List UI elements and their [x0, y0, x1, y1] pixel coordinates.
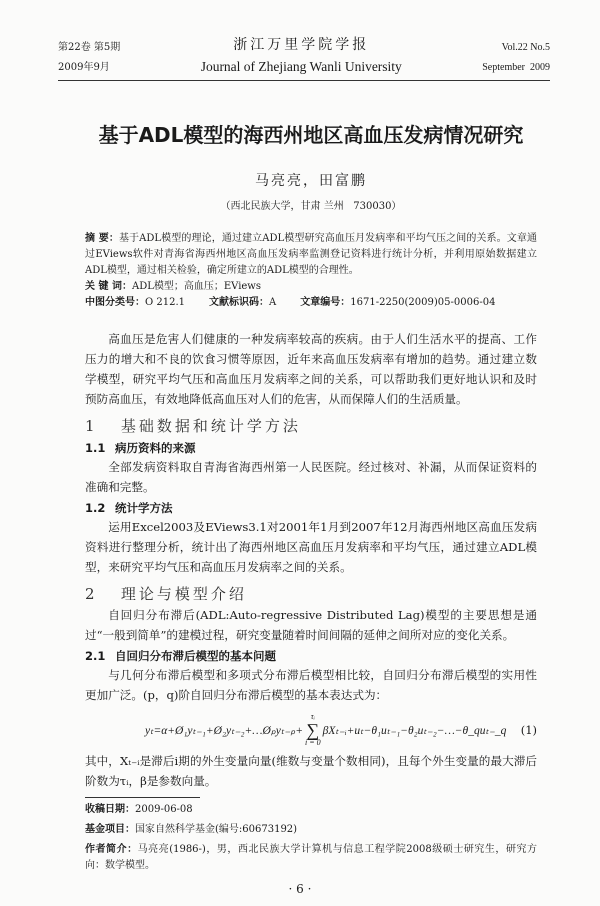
fund-value: 国家自然科学基金(编号:60673192) — [135, 824, 298, 835]
classification-row — [85, 295, 537, 311]
subsection-1-1-heading — [85, 439, 537, 457]
subsection-2-1-text: 与几何分布滞后模型和多项式分布滞后模型相比较，自回归分布滞后模型的实用性更加广泛。(p，q)阶自回归分布滞后模型的基本表达式为： — [85, 668, 537, 702]
sum-upper-limit: τᵢ — [310, 712, 315, 721]
volume-issue-en: Vol.22 No.5 — [501, 42, 550, 53]
keywords-label: 关 键 词： — [85, 281, 132, 292]
article-no-label: 文章编号： — [300, 297, 351, 308]
author-bio — [85, 842, 537, 874]
author-bio-value: 马亮亮(1986-)，男，西北民族大学计算机与信息工程学院2008级硕士研究生，研究方向：数学模型。 — [85, 844, 537, 871]
doc-code-label: 文献标识码： — [209, 297, 270, 308]
subsection-number: 2.1 — [85, 649, 106, 663]
section-title: 理论与模型介绍 — [120, 585, 247, 603]
received-label: 收稿日期： — [85, 804, 135, 815]
affiliation: （西北民族大学，甘肃 兰州 730030） — [220, 201, 402, 212]
section-title: 基础数据和统计学方法 — [120, 417, 301, 435]
section-2-text: 自回归分布滞后(ADL:Auto-regressive Distributed Lag)模型的主要思想是通过“一般到简单”的建模过程，研究变量随着时间间隔的延伸之间所对应的变化关系。 — [85, 608, 537, 642]
summation-symbol — [305, 713, 321, 747]
keywords-text: ADL模型；高血压；EViews — [131, 281, 262, 292]
clc-value: O 212.1 — [145, 297, 186, 308]
equation-right: βXₜ₋ᵢ+uₜ−θ₁uₜ₋₁−θ₂uₜ₋₂−…−θ_quₜ₋_q — [322, 725, 507, 737]
article-no-value: 1671-2250(2009)05-0006-04 — [350, 297, 496, 308]
section-number: 1 — [85, 417, 98, 435]
fund-project — [85, 822, 537, 838]
author-bio-label: 作者简介： — [85, 844, 138, 855]
clc-label: 中图分类号： — [85, 297, 145, 308]
equation-number: (1) — [520, 723, 537, 737]
abstract — [85, 231, 537, 279]
subsection-1-2-heading — [85, 499, 537, 517]
keywords — [85, 279, 537, 295]
footnotes — [85, 802, 537, 874]
subsection-2-1-heading — [85, 647, 537, 665]
received-date — [85, 802, 537, 818]
footnote-rule — [85, 797, 200, 798]
equation-explanation: 其中，Xₜ₋ᵢ是滞后i期的外生变量向量(维数与变量个数相同)，且每个外生变量的最大滞后阶数为τᵢ，β是参数向量。 — [85, 754, 537, 788]
clc-number — [85, 295, 185, 311]
equation-1-row — [85, 713, 537, 747]
equation-1 — [85, 713, 506, 747]
section-1-heading — [85, 415, 537, 437]
volume-issue-cn: 第22卷 第5期 — [58, 42, 121, 53]
equation-left: yₜ=α+Ø₁yₜ₋₁+Ø₂yₜ₋₂+…Øₚyₜ₋ₚ+ — [145, 725, 304, 737]
abstract-label: 摘 要： — [85, 233, 119, 244]
date-en: September 2009 — [482, 62, 550, 73]
subsection-title: 病历资料的来源 — [115, 441, 196, 455]
date-cn: 2009年9月 — [58, 62, 110, 73]
journal-name-en: Journal of Zhejiang Wanli University — [200, 59, 402, 74]
article-number — [300, 295, 495, 311]
journal-name-cn: 浙江万里学院学报 — [233, 37, 370, 53]
subsection-title: 统计学方法 — [115, 501, 173, 515]
paper-title: 基于ADL模型的海西州地区高血压发病情况研究 — [98, 123, 524, 147]
sigma-icon: ∑ — [306, 720, 320, 740]
journal-header — [58, 36, 550, 81]
subsection-number: 1.2 — [85, 501, 106, 515]
section-number: 2 — [85, 585, 98, 603]
subsection-title: 自回归分布滞后模型的基本问题 — [115, 649, 276, 663]
section-2-heading — [85, 583, 537, 605]
intro-paragraph: 高血压是危害人们健康的一种发病率较高的疾病。由于人们生活水平的提高、工作压力的增大和不良的饮食习惯等原因，近年来高血压发病率有增加的趋势。通过建立数学模型，研究平均气压和高血压月发病率之间的关系，可以帮助我们更好地认识和及时预防高血压，有效地降低高血压对人们的危害，从而保障人们的生活质量。 — [85, 332, 537, 406]
subsection-number: 1.1 — [85, 441, 106, 455]
subsection-1-2-text: 运用Excel2003及EViews3.1对2001年1月到2007年12月海西州地区高血压发病资料进行整理分析，统计出了海西州地区高血压月发病率和平均气压，通过建立ADL模型，来研究平均气压和高血压月发病率之间的关系。 — [85, 520, 537, 574]
authors: 马亮亮，田富鹏 — [255, 173, 367, 189]
received-value: 2009-06-08 — [135, 804, 193, 815]
fund-label: 基金项目： — [85, 824, 135, 835]
abstract-text: 基于ADL模型的理论，通过建立ADL模型研究高血压月发病率和平均气压之间的关系。文章通过EViews软件对青海省海西州地区高血压发病率监测登记资料进行统计分析，并利用原始数据建立ADL模型，通过相关检验，确定所建立的ADL模型的合理性。 — [85, 233, 537, 276]
subsection-1-1-text: 全部发病资料取自青海省海西州第一人民医院。经过核对、补漏，从而保证资料的准确和完整。 — [85, 460, 537, 494]
doc-code — [209, 295, 276, 311]
page-number: · 6 · — [288, 882, 312, 896]
doc-code-value: A — [269, 297, 277, 308]
sum-lower-limit: i = 0 — [305, 738, 321, 747]
